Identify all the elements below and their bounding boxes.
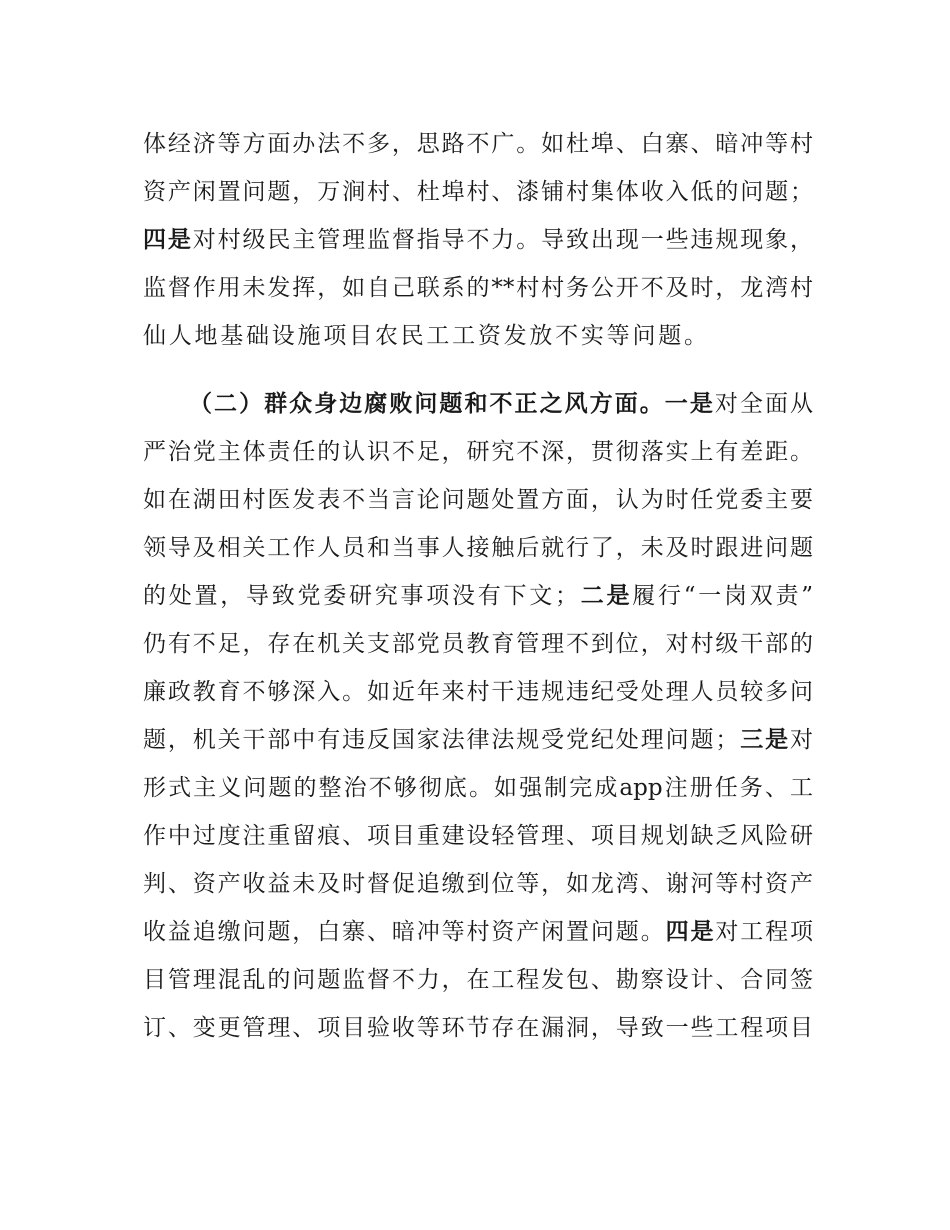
p2-line-3 [143,480,813,520]
text-segment: 的处置，导致党委研究事项没有下文； [143,583,578,609]
p2-line-10 [143,816,813,856]
p2-line-9 [143,768,813,808]
text-line [143,576,813,616]
p2-line-6 [143,624,813,664]
text-line: 形式主义问题的整治不够彻底。如强制完成app注册任务、工 [143,775,813,801]
text-segment: 对村级民主管理监督指导不力。导致出现一些违规现象， [192,227,814,253]
text-line: 判、资产收益未及时督促追缴到位等，如龙湾、谢河等村资产 [143,871,813,897]
p1-line-4 [143,268,813,308]
text-line: 廉政教育不够深入。如近年来村干违规违纪受处理人员较多问 [143,679,813,705]
text-line: 如在湖田村医发表不当言论问题处置方面，认为时任党委主要 [143,487,813,513]
text-line [143,912,813,952]
p2-line-14 [143,1008,813,1048]
bold-marker: 一是 [664,391,715,417]
text-segment: 对 [790,727,814,753]
text-segment: 对全面从 [714,391,814,417]
p2-line-8 [143,720,813,760]
bold-marker: 四是 [143,227,193,253]
p1-line-3 [143,220,813,260]
bold-marker: 三是 [738,727,791,753]
text-line: 目管理混乱的问题监督不力，在工程发包、勘察设计、合同签 [143,967,813,993]
text-line: 严治党主体责任的认识不足，研究不深，贯彻落实上有差距。 [143,439,813,465]
text-line: 作中过度注重留痕、项目重建设轻管理、项目规划缺乏风险研 [143,823,813,849]
text-line [143,220,813,260]
p2-line-2 [143,432,813,472]
p1-line-1 [143,124,813,164]
text-segment: 履行“一岗双责” [632,583,813,609]
p2-line-5 [143,576,813,616]
bold-marker: 四是 [665,919,716,945]
text-line: 仍有不足，存在机关支部党员教育管理不到位，对村级干部的 [143,631,813,657]
p2-line-11 [143,864,813,904]
text-segment: 对工程项 [715,919,814,945]
text-segment: 题，机关干部中有违反国家法律法规受党纪处理问题； [143,727,739,753]
bold-marker: 二是 [577,583,633,609]
p1-line-5 [143,316,813,356]
section-heading: （二）群众身边腐败问题和不正之风方面。 [189,391,665,417]
text-line: 监督作用未发挥，如自己联系的**村村务公开不及时，龙湾村 [143,275,813,301]
text-line [143,720,813,760]
text-segment: 收益追缴问题，白寨、暗冲等村资产闲置问题。 [143,919,666,945]
text-line: 体经济等方面办法不多，思路不广。如杜埠、白寨、暗冲等村 [143,131,813,157]
text-line: 资产闲置问题，万涧村、杜埠村、漆铺村集体收入低的问题； [143,179,813,205]
p1-line-2 [143,172,813,212]
text-line: 订、变更管理、项目验收等环节存在漏洞，导致一些工程项目 [143,1015,813,1041]
p2-line-4 [143,528,813,568]
p2-line-12 [143,912,813,952]
text-line: 领导及相关工作人员和当事人接触后就行了，未及时跟进问题 [143,535,813,561]
p2-line-7 [143,672,813,712]
text-line [189,384,813,424]
text-line: 仙人地基础设施项目农民工工资发放不实等问题。 [143,323,710,349]
p2-line-13 [143,960,813,1000]
p2-heading-line [189,384,813,424]
